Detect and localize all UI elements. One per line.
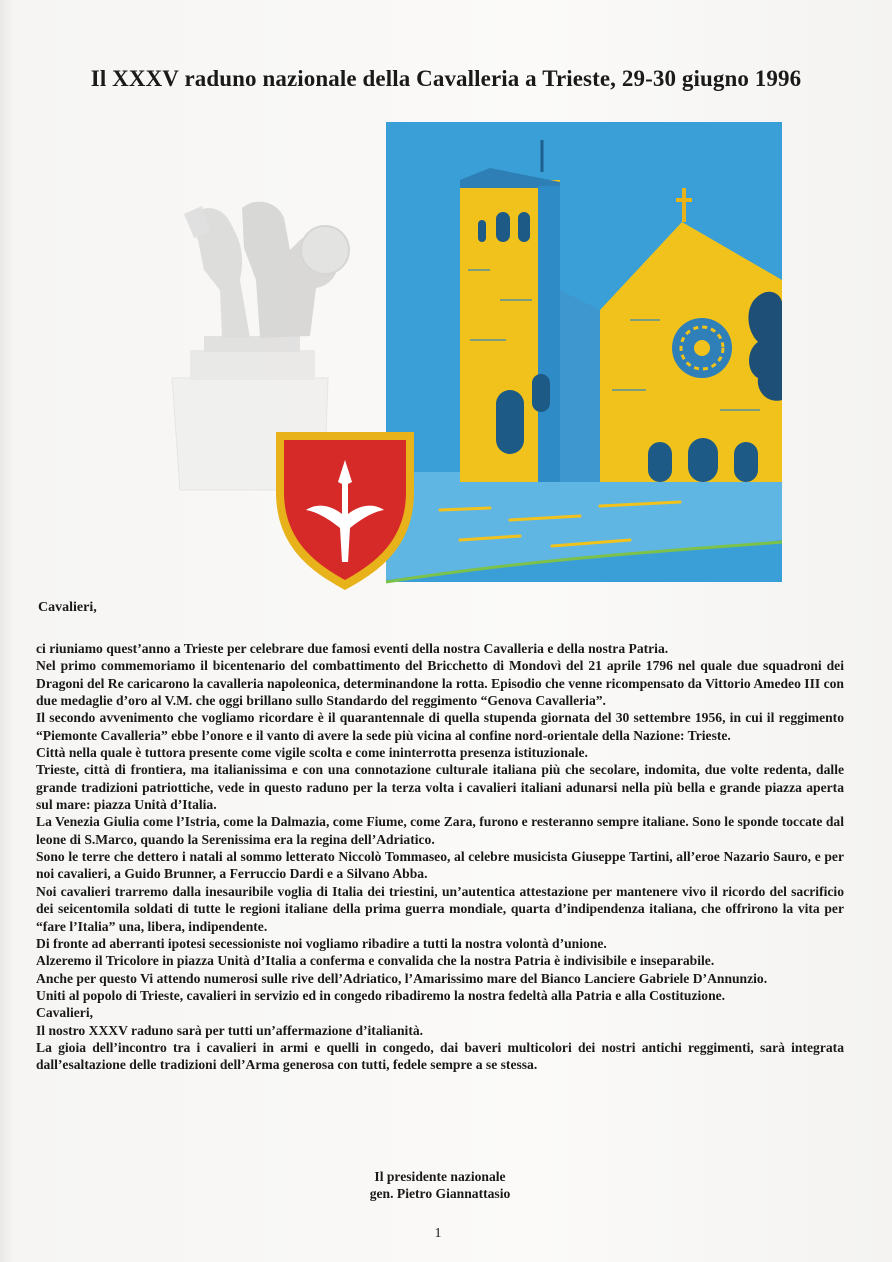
letter-paragraph: La gioia dell’incontro tra i cavalieri in armi e quelli in congedo, dai baveri multicolori dei nostri antichi reggimenti, sarà integrata dall’esaltazione delle tradizioni dell’Arma generosa con tutti, fedele sempre a se stessa. <box>36 1039 844 1073</box>
letter-paragraph: Il nostro XXXV raduno sarà per tutti un’affermazione d’italianità. <box>36 1022 424 1038</box>
letter-paragraph: Il secondo avvenimento che vogliamo ricordare è il quarantennale di quella stupenda giornata del 30 settembre 1956, in cui il reggimento “Piemonte Cavalleria” ebbe l’onore e il vanto di avere la sede più vicina al confine nord-orientale della Nazione: Trieste. <box>36 710 844 743</box>
letter-paragraph: Città nella quale è tuttora presente come vigile scolta e come ininterrotta presenza istituzionale. <box>36 745 588 761</box>
letter-paragraph: Anche per questo Vi attendo numerosi sulle rive dell’Adriatico, l’Amarissimo mare del Bianco Lanciere Gabriele D’Annunzio. <box>36 970 768 986</box>
page-number: 1 <box>434 1226 442 1241</box>
signature-name: gen. Pietro Giannattasio <box>369 1186 511 1201</box>
letter-body <box>36 640 844 1074</box>
letter-paragraph: Alzeremo il Tricolore in piazza Unità d’Italia a conferma e convalida che la nostra Patria è indivisibile e inseparabile. <box>36 953 715 969</box>
letter-paragraph: Sono le terre che dettero i natali al sommo letterato Niccolò Tommaseo, al celebre musicista Giuseppe Tartini, all’eroe Nazario Sauro, e per noi cavalieri, a Guido Brunner, a Ferruccio Dardi e a Silvano Abba. <box>36 849 844 882</box>
letter-paragraph: Cavalieri, <box>36 1005 94 1021</box>
page-title: Il XXXV raduno nazionale della Cavalleria a Trieste, 29-30 giugno 1996 <box>90 66 802 91</box>
letter-paragraph: Noi cavalieri trarremo dalla inesauribile voglia di Italia dei triestini, un’autentica attestazione per mantenere vivo il ricordo del sacrificio dei seicentomila soldati di tutte le regioni italiane della prima guerra mondiale, quarta d’indipendenza italiana, che offrirono la vita per “fare l’Italia” una, libera, indipendente. <box>36 883 844 934</box>
letter-paragraph: La Venezia Giulia come l’Istria, come la Dalmazia, come Fiume, come Zara, furono e resteranno sempre italiane. Sono le sponde toccate dal leone di S.Marco, quando la Serenissima era la regina dell’Adriatico. <box>36 814 844 847</box>
letter-salutation: Cavalieri, <box>38 600 97 615</box>
cathedral-illustration <box>386 122 782 582</box>
letter-paragraph: Trieste, città di frontiera, ma italianissima e con una connotazione culturale italiana più che secolare, indomita, due volte redenta, dalle grande tradizioni patriottiche, vede in questo raduno per la terza volta i cavalieri italiani adunarsi nella più bella e grande piazza aperta sul mare: piazza Unità d’Italia. <box>36 762 844 813</box>
letter-paragraph: Nel primo commemoriamo il bicentenario del combattimento del Bricchetto di Mondovì del 21 aprile 1796 nel quale due squadroni dei Dragoni del Re caricarono la cavalleria napoleonica, determinandone la rotta. Episodio che venne ricompensato da Vittorio Amedeo III con due medaglie d’oro al V.M. che oggi brillano sullo Standardo del reggimento “Genova Cavalleria”. <box>36 658 844 709</box>
signature-role: Il presidente nazionale <box>374 1169 506 1184</box>
letter-paragraph: ci riuniamo quest’anno a Trieste per celebrare due famosi eventi della nostra Cavalleria e della nostra Patria. <box>36 641 669 656</box>
signature-block <box>0 1168 880 1202</box>
letter-paragraph: Uniti al popolo di Trieste, cavalieri in servizio ed in congedo ribadiremo la nostra fedeltà alla Patria e alla Costituzione. <box>36 987 726 1003</box>
letter-paragraph: Di fronte ad aberranti ipotesi secessioniste noi vogliamo ribadire a tutti la nostra volontà d’unione. <box>36 935 607 951</box>
cover-illustration <box>160 110 800 600</box>
